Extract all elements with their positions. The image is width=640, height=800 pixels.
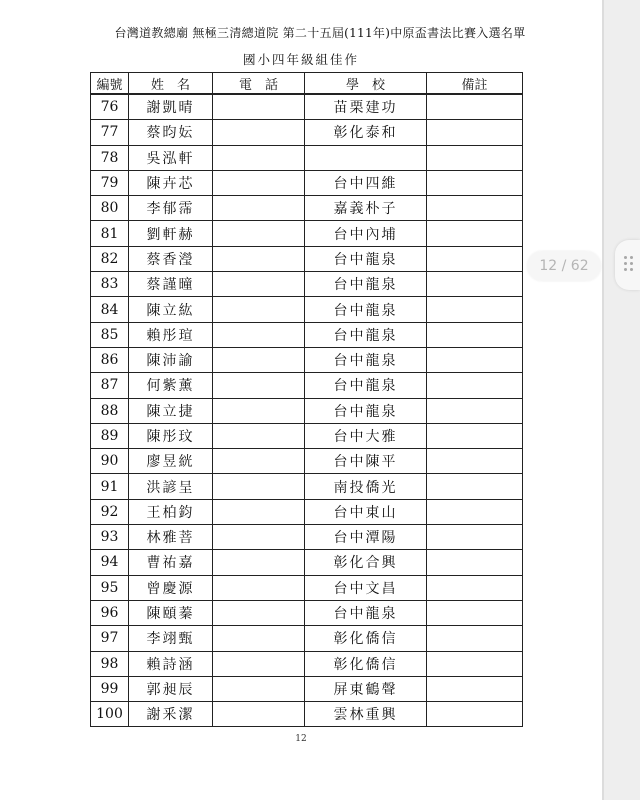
cell-number: 100: [91, 702, 129, 727]
cell-phone: [213, 676, 305, 701]
table-row: [91, 221, 523, 246]
cell-name: 何紫薰: [129, 373, 213, 398]
table-row: [91, 525, 523, 550]
cell-number: 85: [91, 322, 129, 347]
cell-number: 92: [91, 499, 129, 524]
cell-name: 陳彤玟: [129, 423, 213, 448]
header-school: 學 校: [305, 73, 427, 95]
table-row: [91, 449, 523, 474]
scroll-handle[interactable]: [615, 240, 640, 290]
table-row: [91, 600, 523, 625]
cell-phone: [213, 373, 305, 398]
header-name: 姓 名: [129, 73, 213, 95]
cell-phone: [213, 499, 305, 524]
table-row: [91, 246, 523, 271]
cell-number: 76: [91, 94, 129, 120]
cell-phone: [213, 550, 305, 575]
drag-handle-icon: [624, 256, 634, 276]
cell-phone: [213, 449, 305, 474]
cell-name: 劉軒赫: [129, 221, 213, 246]
table-row: [91, 145, 523, 170]
table-row: [91, 702, 523, 727]
cell-name: 賴彤瑄: [129, 322, 213, 347]
table-row: [91, 626, 523, 651]
cell-phone: [213, 398, 305, 423]
cell-phone: [213, 246, 305, 271]
table-row: [91, 196, 523, 221]
cell-school: 台中龍泉: [305, 297, 427, 322]
table-row: [91, 373, 523, 398]
cell-number: 91: [91, 474, 129, 499]
table-body: [91, 94, 523, 727]
cell-school: 彰化泰和: [305, 120, 427, 145]
cell-number: 88: [91, 398, 129, 423]
cell-number: 90: [91, 449, 129, 474]
cell-note: [427, 550, 523, 575]
table-row: [91, 474, 523, 499]
cell-note: [427, 702, 523, 727]
cell-note: [427, 120, 523, 145]
cell-phone: [213, 145, 305, 170]
cell-name: 陳立捷: [129, 398, 213, 423]
cell-number: 79: [91, 170, 129, 195]
cell-note: [427, 626, 523, 651]
cell-school: 台中四維: [305, 170, 427, 195]
table-row: [91, 550, 523, 575]
cell-name: 蔡謹曈: [129, 272, 213, 297]
cell-number: 82: [91, 246, 129, 271]
cell-name: 謝釆潔: [129, 702, 213, 727]
cell-phone: [213, 651, 305, 676]
table-row: [91, 170, 523, 195]
cell-note: [427, 474, 523, 499]
cell-school: 屏東鶴聲: [305, 676, 427, 701]
cell-name: 李郁霈: [129, 196, 213, 221]
cell-phone: [213, 170, 305, 195]
cell-name: 陳頤蓁: [129, 600, 213, 625]
cell-note: [427, 525, 523, 550]
table-row: [91, 322, 523, 347]
cell-note: [427, 423, 523, 448]
cell-note: [427, 347, 523, 372]
cell-phone: [213, 423, 305, 448]
page-number: 12: [295, 734, 307, 744]
cell-name: 曾慶源: [129, 575, 213, 600]
results-table: [90, 72, 523, 727]
cell-note: [427, 600, 523, 625]
cell-name: 蔡香瀅: [129, 246, 213, 271]
table-row: [91, 272, 523, 297]
cell-school: 彰化僑信: [305, 626, 427, 651]
cell-note: [427, 145, 523, 170]
cell-phone: [213, 347, 305, 372]
cell-number: 95: [91, 575, 129, 600]
cell-phone: [213, 626, 305, 651]
cell-name: 陳立紘: [129, 297, 213, 322]
cell-name: 陳沛諭: [129, 347, 213, 372]
cell-note: [427, 170, 523, 195]
cell-note: [427, 449, 523, 474]
cell-school: 台中陳平: [305, 449, 427, 474]
cell-phone: [213, 196, 305, 221]
cell-number: 81: [91, 221, 129, 246]
cell-note: [427, 221, 523, 246]
cell-name: 賴詩涵: [129, 651, 213, 676]
cell-school: 台中龍泉: [305, 398, 427, 423]
cell-number: 80: [91, 196, 129, 221]
cell-school: 台中大雅: [305, 423, 427, 448]
cell-note: [427, 676, 523, 701]
header-phone: 電 話: [213, 73, 305, 95]
cell-note: [427, 272, 523, 297]
cell-school: 台中龍泉: [305, 600, 427, 625]
cell-phone: [213, 297, 305, 322]
cell-note: [427, 651, 523, 676]
table-row: [91, 398, 523, 423]
cell-phone: [213, 94, 305, 120]
cell-note: [427, 196, 523, 221]
cell-school: 台中內埔: [305, 221, 427, 246]
page-edge: [602, 0, 604, 800]
table-row: [91, 651, 523, 676]
table-row: [91, 423, 523, 448]
cell-school: 台中東山: [305, 499, 427, 524]
cell-name: 陳卉芯: [129, 170, 213, 195]
table-header-row: [91, 73, 523, 95]
cell-phone: [213, 702, 305, 727]
cell-note: [427, 297, 523, 322]
document-subtitle: 國小四年級組佳作: [242, 52, 359, 67]
cell-number: 99: [91, 676, 129, 701]
document-title: 台灣道教總廟 無極三清總道院 第二十五屆(111年)中原盃書法比賽入選名單: [114, 26, 526, 40]
cell-name: 蔡昀妘: [129, 120, 213, 145]
header-number: 編號: [91, 73, 129, 95]
table-row: [91, 676, 523, 701]
table-row: [91, 94, 523, 120]
cell-school: 台中龍泉: [305, 373, 427, 398]
cell-number: 83: [91, 272, 129, 297]
cell-number: 78: [91, 145, 129, 170]
cell-phone: [213, 272, 305, 297]
cell-phone: [213, 120, 305, 145]
cell-name: 洪諺呈: [129, 474, 213, 499]
cell-name: 謝凱晴: [129, 94, 213, 120]
cell-phone: [213, 525, 305, 550]
table-row: [91, 347, 523, 372]
cell-name: 曹祐嘉: [129, 550, 213, 575]
cell-school: 台中文昌: [305, 575, 427, 600]
table-row: [91, 297, 523, 322]
cell-number: 86: [91, 347, 129, 372]
cell-school: 苗栗建功: [305, 94, 427, 120]
cell-school: [305, 145, 427, 170]
cell-school: 嘉義朴子: [305, 196, 427, 221]
cell-school: 台中龍泉: [305, 246, 427, 271]
table-row: [91, 499, 523, 524]
cell-number: 87: [91, 373, 129, 398]
cell-name: 廖昱絖: [129, 449, 213, 474]
cell-name: 李翊甄: [129, 626, 213, 651]
cell-school: 台中龍泉: [305, 322, 427, 347]
cell-school: 彰化合興: [305, 550, 427, 575]
cell-number: 96: [91, 600, 129, 625]
cell-school: 台中潭陽: [305, 525, 427, 550]
page-indicator: 12 / 62: [527, 251, 601, 281]
cell-name: 吳泓軒: [129, 145, 213, 170]
cell-note: [427, 322, 523, 347]
cell-number: 93: [91, 525, 129, 550]
cell-number: 84: [91, 297, 129, 322]
cell-number: 94: [91, 550, 129, 575]
cell-note: [427, 94, 523, 120]
cell-phone: [213, 221, 305, 246]
cell-name: 王柏鈞: [129, 499, 213, 524]
header-note: 備註: [427, 73, 523, 95]
cell-number: 98: [91, 651, 129, 676]
cell-school: 台中龍泉: [305, 272, 427, 297]
cell-number: 89: [91, 423, 129, 448]
cell-school: 雲林重興: [305, 702, 427, 727]
cell-note: [427, 575, 523, 600]
cell-name: 林雅菩: [129, 525, 213, 550]
cell-phone: [213, 474, 305, 499]
cell-phone: [213, 575, 305, 600]
cell-school: 南投僑光: [305, 474, 427, 499]
cell-note: [427, 499, 523, 524]
cell-number: 97: [91, 626, 129, 651]
cell-number: 77: [91, 120, 129, 145]
cell-name: 郭昶辰: [129, 676, 213, 701]
table-row: [91, 120, 523, 145]
cell-note: [427, 373, 523, 398]
cell-school: 彰化僑信: [305, 651, 427, 676]
cell-note: [427, 246, 523, 271]
cell-school: 台中龍泉: [305, 347, 427, 372]
cell-phone: [213, 322, 305, 347]
cell-phone: [213, 600, 305, 625]
table-row: [91, 575, 523, 600]
cell-note: [427, 398, 523, 423]
